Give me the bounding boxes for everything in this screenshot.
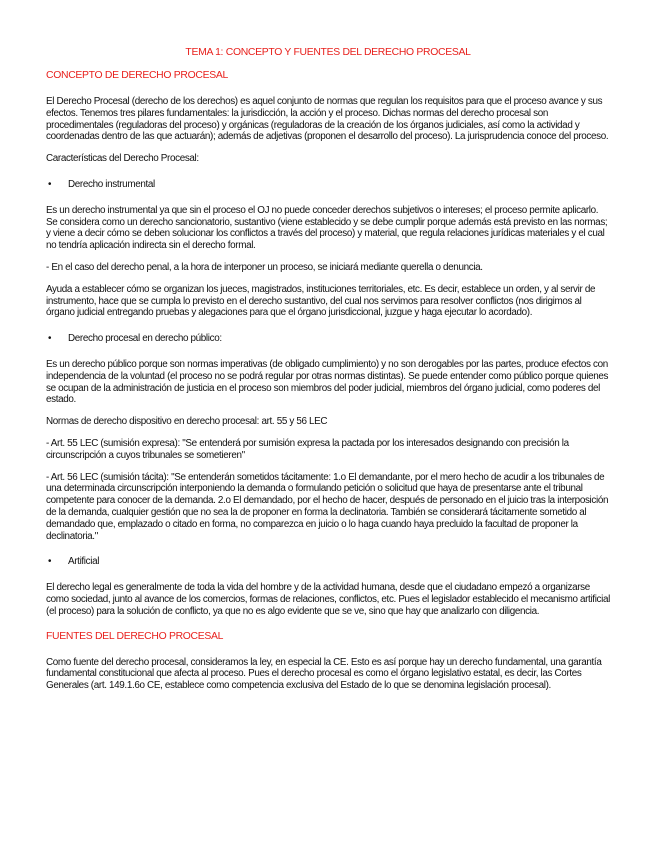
- paragraph-characteristics-intro: Características del Derecho Procesal:: [46, 153, 199, 165]
- bullet-label: Derecho instrumental: [68, 178, 155, 190]
- paragraph-penal: - En el caso del derecho penal, a la hora de interponer un proceso, se iniciará mediante querella o denuncia.: [46, 261, 483, 273]
- paragraph-art55: - Art. 55 LEC (sumisión expresa): "Se entenderá por sumisión expresa la pactada por los interesados designando con precisión la circunscripción a cuyos tribunales se sometieren": [46, 437, 569, 461]
- paragraph-instrumental: Es un derecho instrumental ya que sin el proceso el OJ no puede conceder derechos subjetivos o intereses; el proceso permite aplicarlo. Se considera como un derecho sancionatorio, sustantivo (viene establecido y se debe cumplir porque además está previsto en las normas; y viene a decir cómo se deben solucionar los conflictos a través del proceso) y material, que regula relaciones jurídicas materiales y el cual no tendría aplicación indirecta sin el derecho formal.: [46, 204, 608, 252]
- bullet-icon: •: [48, 178, 52, 190]
- paragraph-organization: Ayuda a establecer cómo se organizan los jueces, magistrados, instituciones territoriales, etc. Es decir, establece un orden, y al servir de instrumento, hace que se cumpla lo previsto en el derecho sustantivo, del cual nos servimos para resolver conflictos (nos dirigimos al órgano judicial entregando pruebas y alegaciones para que el órgano jurisdiccional, juzgue y haga ejecutar lo acordado).: [46, 283, 596, 319]
- bullet-label: Artificial: [68, 556, 100, 568]
- bullet-icon: •: [48, 556, 52, 568]
- bullet-item-publico: [46, 333, 610, 345]
- bullet-item-artificial: [46, 556, 610, 568]
- paragraph-definition: El Derecho Procesal (derecho de los derechos) es aquel conjunto de normas que regulan los requisitos para que el proceso avance y sus efectos. Tenemos tres pilares fundamentales: la jurisdicción, la acción y el proceso. Dichas normas del derecho procesal son procedimentales (reguladoras del proceso) y orgánicas (reguladoras de la creación de los órganos judiciales, así como la actividad y coordenadas dentro de las que actuarán); además de adjetivas (proponen el desarrollo del proceso). La jurisprudencia conoce del proceso.: [46, 96, 609, 143]
- bullet-item-instrumental: [46, 179, 610, 191]
- bullet-icon: •: [48, 333, 52, 345]
- paragraph-artificial: El derecho legal es generalmente de toda la vida del hombre y de la actividad humana, desde que el ciudadano empezó a organizarse como sociedad, junto al avance de los comercios, formas de relaciones, conflictos, etc. Pues el legislador establecido el mecanismo artificial (el proceso) para la solución de conflicto, ya que no es algo evidente que se ve, sino que hay que analizarlo con diligencia.: [46, 582, 610, 617]
- document-title: TEMA 1: CONCEPTO Y FUENTES DEL DERECHO PROCESAL: [185, 47, 471, 58]
- paragraph-publico: Es un derecho público porque son normas imperativas (de obligado cumplimiento) y no son derogables por las partes, produce efectos con independencia de la voluntad (el proceso no se podrá regular por otras normas distintas). Se puede entender como público porque quienes se ocupan de la administración de justicia en el proceso son miembros del poder judicial, miembros del órgano judicial, como poderes del estado.: [46, 358, 609, 406]
- paragraph-art56: - Art. 56 LEC (sumisión tácita): "Se entenderán sometidos tácitamente: 1.o El demandante, por el mero hecho de acudir a los tribunales de una determinada circunscripción interponiendo la demanda o formulando petición o solicitud que haya de presentarse ante el tribunal competente para conocer de la demanda. 2.o El demandado, por el hecho de hacer, después de personado en el juicio tras la interposición de la demanda, cualquier gestión que no sea la de proponer en forma la declinatoria. También se considerará tácitamente sometido al demandado que, emplazado o citado en forma, no comparezca en juicio o lo haga cuando haya precluido la facultad de proponer la declinatoria.": [46, 471, 609, 542]
- bullet-label: Derecho procesal en derecho público:: [68, 333, 222, 345]
- section-heading-fuentes: FUENTES DEL DERECHO PROCESAL: [46, 630, 224, 642]
- section-heading-concepto: CONCEPTO DE DERECHO PROCESAL: [46, 70, 228, 81]
- paragraph-dispositivo: Normas de derecho dispositivo en derecho procesal: art. 55 y 56 LEC: [46, 416, 328, 428]
- paragraph-fuentes: Como fuente del derecho procesal, consideramos la ley, en especial la CE. Esto es así porque hay un derecho fundamental, una garantía fundamental constitucional que afecta al proceso. Pues el derecho procesal es como el órgano legislativo estatal, es decir, las Cortes Generales (art. 149.1.6o CE, establece como competencia exclusiva del Estado de lo que se denomina legislación procesal).: [46, 656, 602, 692]
